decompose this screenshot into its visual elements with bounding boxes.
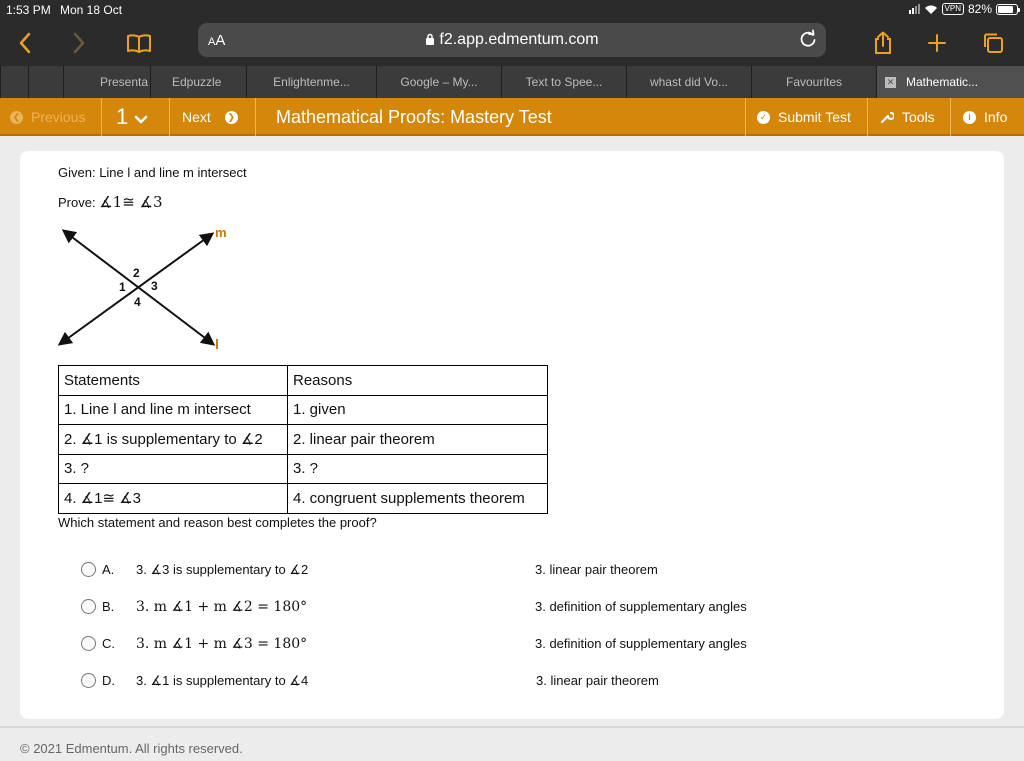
- tab-label: Text to Spee...: [525, 75, 603, 89]
- lock-icon: [425, 33, 435, 45]
- tab-presenta[interactable]: [63, 66, 150, 98]
- tab-label: Presenta: [99, 75, 148, 89]
- previous-label: Previous: [31, 109, 86, 125]
- angle-1-label: 1: [119, 280, 126, 294]
- table-header-row: [59, 366, 548, 396]
- info-button[interactable]: [963, 98, 1007, 136]
- choice-statement: 3. m ∡1 + m ∡3 = 180°: [136, 636, 308, 652]
- reason-cell: 2. linear pair theorem: [288, 425, 548, 455]
- question-number-dropdown[interactable]: [116, 98, 148, 136]
- chevron-left-icon: [18, 32, 32, 54]
- header-divider: [255, 98, 256, 136]
- status-right: [909, 2, 1018, 16]
- info-label: Info: [984, 109, 1008, 125]
- text-size-label: AA: [208, 32, 226, 49]
- address-bar[interactable]: [198, 23, 826, 57]
- wifi-icon: [924, 4, 938, 15]
- url-display[interactable]: [198, 31, 826, 49]
- url-text: f2.app.edmentum.com: [439, 31, 599, 48]
- chevron-down-icon: [134, 115, 148, 125]
- info-icon: i: [963, 111, 976, 124]
- statement-cell: 1. Line l and line m intersect: [59, 395, 288, 425]
- copyright-footer: © 2021 Edmentum. All rights reserved.: [20, 741, 243, 756]
- status-time: 1:53 PM: [6, 3, 51, 17]
- test-header-bar: [0, 98, 1024, 136]
- choice-a[interactable]: [80, 560, 800, 582]
- question-number: 1: [116, 104, 129, 129]
- tabs-icon: [982, 32, 1004, 54]
- tools-label: Tools: [902, 109, 935, 125]
- browser-toolbar: [0, 20, 1024, 66]
- share-icon: [873, 31, 893, 55]
- tab-strip: [0, 66, 1024, 98]
- choice-letter: B.: [102, 599, 115, 614]
- status-date: Mon 18 Oct: [60, 3, 123, 17]
- tab-edpuzzle[interactable]: [150, 66, 246, 98]
- question-prompt: Which statement and reason best completes the proof?: [58, 515, 377, 530]
- proof-table: [58, 365, 548, 514]
- tab-label: Favourites: [785, 75, 843, 89]
- share-button[interactable]: [868, 20, 898, 66]
- status-bar: [0, 0, 1024, 20]
- tab-favourites[interactable]: [751, 66, 876, 98]
- wrench-icon: [880, 110, 894, 124]
- choice-letter: A.: [102, 562, 115, 577]
- table-row: [59, 484, 548, 514]
- tab-blank-1[interactable]: [0, 66, 28, 98]
- submit-label: Submit Test: [778, 109, 851, 125]
- choice-reason: 3. definition of supplementary angles: [535, 599, 747, 614]
- choice-c[interactable]: [80, 634, 800, 656]
- reason-cell: 3. ?: [288, 454, 548, 484]
- header-divider: [101, 98, 102, 136]
- table-row: [59, 425, 548, 455]
- prove-line: [58, 193, 163, 211]
- radio-button[interactable]: [81, 673, 96, 688]
- tab-google-my[interactable]: [376, 66, 501, 98]
- previous-arrow-icon: ❮: [10, 111, 23, 124]
- vpn-badge: VPN: [942, 3, 964, 15]
- table-row: [59, 395, 548, 425]
- choice-reason: 3. linear pair theorem: [535, 562, 658, 577]
- battery-icon: [996, 4, 1018, 15]
- header-divider: [867, 98, 868, 136]
- statements-header: Statements: [59, 366, 288, 396]
- header-divider: [169, 98, 170, 136]
- chevron-right-icon: [72, 32, 86, 54]
- statement-cell: 2. ∡1 is supplementary to ∡2: [59, 425, 288, 455]
- check-circle-icon: ✓: [757, 111, 770, 124]
- next-button[interactable]: [182, 98, 238, 136]
- cellular-signal-icon: [909, 4, 920, 14]
- test-title: Mathematical Proofs: Mastery Test: [276, 106, 552, 127]
- next-label: Next: [182, 109, 211, 125]
- given-line: [58, 165, 247, 180]
- submit-test-button[interactable]: [757, 98, 851, 136]
- previous-button[interactable]: [10, 98, 85, 136]
- tab-overview-button[interactable]: [978, 20, 1008, 66]
- battery-percent: 82%: [967, 2, 992, 16]
- reload-button[interactable]: [798, 29, 818, 54]
- book-icon: [126, 33, 152, 53]
- tab-text-to-speech[interactable]: [501, 66, 626, 98]
- next-arrow-icon: ❯: [225, 111, 238, 124]
- line-m: [60, 234, 212, 344]
- choice-letter: D.: [102, 673, 115, 688]
- choice-d[interactable]: [80, 671, 800, 693]
- choice-reason: 3. definition of supplementary angles: [535, 636, 747, 651]
- reasons-header: Reasons: [288, 366, 548, 396]
- intersecting-lines-diagram: [50, 222, 240, 357]
- angle-3-label: 3: [151, 279, 158, 293]
- statement-cell: 4. ∡1≅ ∡3: [59, 484, 288, 514]
- line-l-label: l: [215, 336, 219, 352]
- header-divider: [950, 98, 951, 136]
- tab-whast-did-vo[interactable]: [626, 66, 751, 98]
- given-text: : Line l and line m intersect: [91, 165, 247, 180]
- plus-icon: [927, 33, 947, 53]
- tab-label: Google – My...: [400, 75, 478, 89]
- tab-label: Edpuzzle: [172, 75, 222, 89]
- reload-icon: [798, 29, 818, 49]
- forward-button[interactable]: [64, 20, 94, 66]
- radio-button[interactable]: [81, 562, 96, 577]
- tab-blank-2[interactable]: [28, 66, 63, 98]
- tab-mathematic-active[interactable]: [876, 66, 1024, 98]
- choice-statement: 3. ∡1 is supplementary to ∡4: [136, 673, 309, 688]
- table-row: [59, 454, 548, 484]
- tab-label: whast did Vo...: [649, 75, 729, 89]
- radio-button[interactable]: [81, 599, 96, 614]
- choice-b[interactable]: [80, 597, 800, 619]
- header-divider: [745, 98, 746, 136]
- line-m-label: m: [215, 225, 227, 240]
- reason-cell: 4. congruent supplements theorem: [288, 484, 548, 514]
- choice-reason: 3. linear pair theorem: [536, 673, 659, 688]
- close-tab-icon[interactable]: ✕: [886, 76, 895, 87]
- prove-label: Prove:: [58, 195, 96, 210]
- tab-enlightenme[interactable]: [246, 66, 376, 98]
- tools-button[interactable]: [880, 98, 935, 136]
- statement-cell: 3. ?: [59, 454, 288, 484]
- given-label: Given: [58, 165, 92, 180]
- footer-divider: [0, 726, 1024, 728]
- angle-4-label: 4: [134, 295, 141, 309]
- bookmarks-button[interactable]: [122, 20, 156, 66]
- tab-label: Enlightenme...: [273, 75, 350, 89]
- radio-button[interactable]: [81, 636, 96, 651]
- choice-statement: 3. ∡3 is supplementary to ∡2: [136, 562, 309, 577]
- new-tab-button[interactable]: [922, 20, 952, 66]
- choice-letter: C.: [102, 636, 115, 651]
- choice-statement: 3. m ∡1 + m ∡2 = 180°: [136, 599, 308, 615]
- prove-expression: ∡1≅ ∡3: [99, 193, 163, 211]
- back-button[interactable]: [10, 20, 40, 66]
- angle-2-label: 2: [133, 266, 140, 280]
- tab-label: Mathematic...: [906, 75, 979, 89]
- reason-cell: 1. given: [288, 395, 548, 425]
